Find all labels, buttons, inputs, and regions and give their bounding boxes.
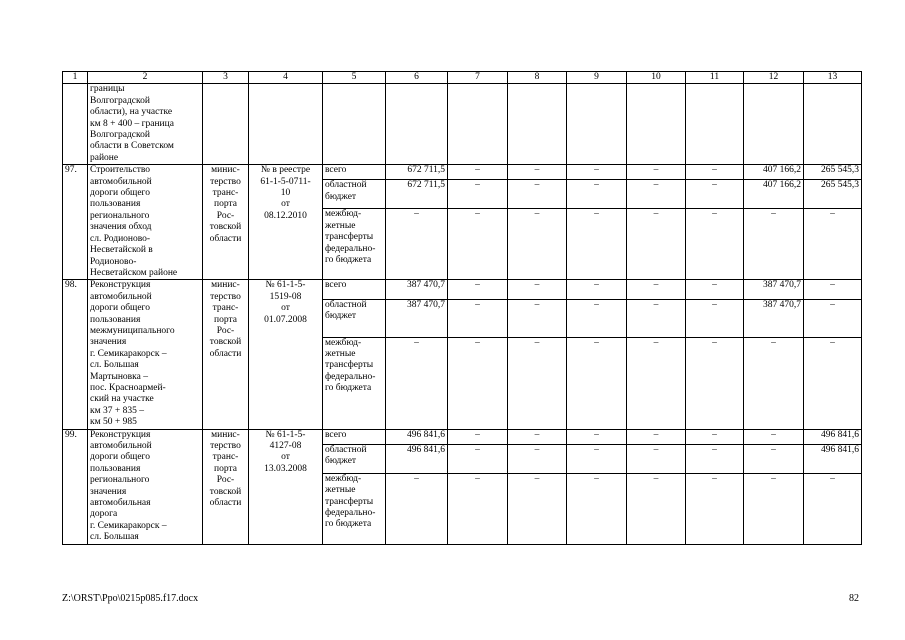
object-name: Строительство автомобильной дороги общего пользования регионального значения обход сл. Родионово- Несветайской в Родионово- Несветайском районе	[88, 165, 203, 280]
table-body	[63, 72, 862, 545]
amount-cell: –	[686, 180, 744, 209]
row-number: 98.	[63, 280, 88, 429]
table-row	[63, 429, 862, 444]
amount-cell: –	[686, 444, 744, 473]
amount-cell: –	[448, 299, 508, 337]
column-header: 5	[323, 72, 386, 84]
amount-cell: –	[508, 444, 567, 473]
amount-cell: 387 470,7	[386, 299, 448, 337]
amount-cell: –	[686, 299, 744, 337]
amount-cell: –	[686, 337, 744, 429]
column-header: 1	[63, 72, 88, 84]
column-header: 2	[88, 72, 203, 84]
page-number: 82	[849, 593, 859, 604]
amount-cell: 387 470,7	[744, 280, 804, 300]
amount-cell: 496 841,6	[804, 444, 862, 473]
amount-cell: –	[567, 429, 627, 444]
amount-cell: –	[567, 280, 627, 300]
funding-source: областной бюджет	[323, 444, 386, 473]
amount-cell: –	[627, 165, 686, 180]
funding-source: межбюд- жетные трансферты федерально- го бюджета	[323, 209, 386, 280]
amount-cell: –	[804, 299, 862, 337]
responsible-body: минис- терство транс- порта Рос- товской области	[203, 165, 249, 280]
amount-cell: –	[567, 299, 627, 337]
amount-cell: 672 711,5	[386, 165, 448, 180]
responsible-body: минис- терство транс- порта Рос- товской области	[203, 429, 249, 544]
amount-cell: –	[386, 209, 448, 280]
column-header: 7	[448, 72, 508, 84]
amount-cell: –	[744, 337, 804, 429]
responsible-body: минис- терство транс- порта Рос- товской области	[203, 280, 249, 429]
amount-cell: –	[448, 280, 508, 300]
amount-cell: –	[627, 280, 686, 300]
amount-cell: –	[627, 429, 686, 444]
column-header: 8	[508, 72, 567, 84]
amount-cell: –	[448, 429, 508, 444]
amount-cell: –	[744, 209, 804, 280]
amount-cell: –	[686, 209, 744, 280]
column-header: 6	[386, 72, 448, 84]
amount-cell: –	[804, 209, 862, 280]
amount-cell: –	[508, 180, 567, 209]
amount-cell: –	[508, 209, 567, 280]
amount-cell: –	[627, 299, 686, 337]
column-header: 11	[686, 72, 744, 84]
amount-cell: 387 470,7	[386, 280, 448, 300]
amount-cell: 407 166,2	[744, 165, 804, 180]
amount-cell: –	[567, 180, 627, 209]
row-number: 99.	[63, 429, 88, 544]
funding-source: областной бюджет	[323, 299, 386, 337]
amount-cell: –	[686, 429, 744, 444]
amount-cell: –	[627, 209, 686, 280]
amount-cell: –	[386, 337, 448, 429]
program-table	[62, 71, 862, 545]
amount-cell: –	[448, 209, 508, 280]
column-header: 9	[567, 72, 627, 84]
amount-cell: –	[744, 473, 804, 544]
amount-cell: –	[627, 444, 686, 473]
amount-cell: –	[448, 180, 508, 209]
column-header: 10	[627, 72, 686, 84]
continuation-row	[63, 84, 862, 165]
table-row	[63, 165, 862, 180]
funding-source: всего	[323, 165, 386, 180]
amount-cell: –	[567, 444, 627, 473]
amount-cell: –	[448, 337, 508, 429]
amount-cell: –	[686, 473, 744, 544]
row-number: 97.	[63, 165, 88, 280]
amount-cell: –	[508, 165, 567, 180]
amount-cell: 265 545,3	[804, 165, 862, 180]
amount-cell: –	[448, 444, 508, 473]
amount-cell: –	[567, 337, 627, 429]
amount-cell: –	[627, 473, 686, 544]
amount-cell: –	[744, 444, 804, 473]
funding-source: областной бюджет	[323, 180, 386, 209]
amount-cell: 265 545,3	[804, 180, 862, 209]
table-row	[63, 280, 862, 300]
amount-cell: 496 841,6	[386, 429, 448, 444]
registry-number: № в реестре 61-1-5-0711- 10 от 08.12.2010	[249, 165, 323, 280]
amount-cell: –	[508, 429, 567, 444]
amount-cell: –	[567, 473, 627, 544]
amount-cell: –	[567, 165, 627, 180]
column-header: 13	[804, 72, 862, 84]
amount-cell: 672 711,5	[386, 180, 448, 209]
amount-cell: –	[448, 473, 508, 544]
amount-cell: –	[744, 429, 804, 444]
continuation-text: границы Волгоградской области), на участке км 8 + 400 – граница Волгоградской области в Советском районе	[88, 84, 203, 165]
funding-source: межбюд- жетные трансферты федерально- го бюджета	[323, 337, 386, 429]
registry-number: № 61-1-5- 1519-08 от 01.07.2008	[249, 280, 323, 429]
amount-cell: –	[508, 473, 567, 544]
amount-cell: –	[448, 165, 508, 180]
amount-cell: –	[508, 337, 567, 429]
amount-cell: –	[386, 473, 448, 544]
file-path: Z:\ORST\Ppo\0215p085.f17.docx	[62, 593, 199, 604]
column-header: 12	[744, 72, 804, 84]
funding-source: всего	[323, 280, 386, 300]
object-name: Реконструкция автомобильной дороги общего пользования регионального значения автомобильная дорога г. Семикаракорск – сл. Большая	[88, 429, 203, 544]
amount-cell: –	[508, 280, 567, 300]
column-header: 4	[249, 72, 323, 84]
amount-cell: –	[567, 209, 627, 280]
registry-number: № 61-1-5- 4127-08 от 13.03.2008	[249, 429, 323, 544]
amount-cell: –	[686, 280, 744, 300]
funding-source: межбюд- жетные трансферты федерально- го бюджета	[323, 473, 386, 544]
amount-cell: –	[804, 280, 862, 300]
amount-cell: 496 841,6	[804, 429, 862, 444]
amount-cell: –	[804, 473, 862, 544]
funding-source: всего	[323, 429, 386, 444]
amount-cell: –	[508, 299, 567, 337]
amount-cell: 496 841,6	[386, 444, 448, 473]
amount-cell: –	[804, 337, 862, 429]
column-header: 3	[203, 72, 249, 84]
amount-cell: –	[627, 337, 686, 429]
amount-cell: 407 166,2	[744, 180, 804, 209]
object-name: Реконструкция автомобильной дороги общего пользования межмуниципального значения г. Семикаракорск – сл. Большая Мартыновка – пос. Красноармей- ский на участке км 37 + 835 – км 50 + 985	[88, 280, 203, 429]
amount-cell: 387 470,7	[744, 299, 804, 337]
amount-cell: –	[686, 165, 744, 180]
amount-cell: –	[627, 180, 686, 209]
column-number-row	[63, 72, 862, 84]
